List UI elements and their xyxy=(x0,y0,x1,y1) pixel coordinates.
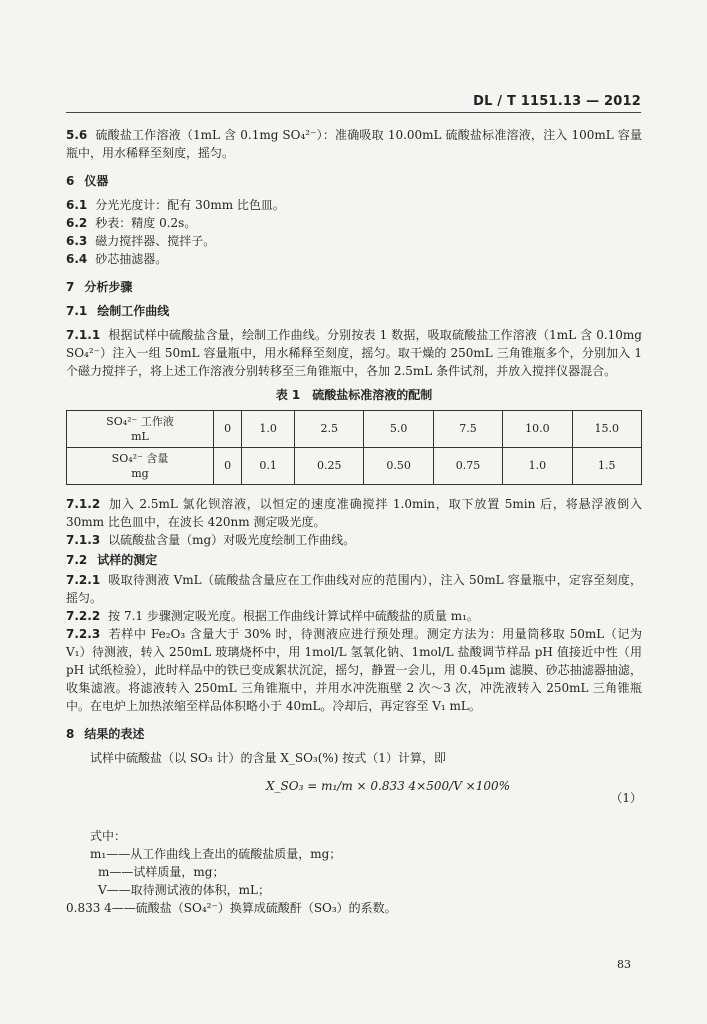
table-cell: 2.5 xyxy=(295,411,364,448)
para-7-2-1 xyxy=(66,571,642,607)
table-cell: 0.1 xyxy=(242,448,295,485)
item-text: 砂芯抽滤器。 xyxy=(95,252,168,266)
para-number: 7.1.2 xyxy=(66,497,101,511)
definition-m1: m₁——从工作曲线上查出的硫酸盐质量，mg； xyxy=(90,847,342,861)
para-number: 7.2.2 xyxy=(66,609,101,623)
formula-expression: X_SO₃ = m₁/m × 0.833 4×500/V ×100% xyxy=(266,779,511,793)
para-5-6-number: 5.6 xyxy=(66,128,88,142)
table-cell: 0 xyxy=(214,411,242,448)
formula-1 xyxy=(66,769,642,823)
section-8-heading xyxy=(66,725,642,743)
definition-coefficient: 0.833 4——硫酸盐（SO₄²⁻）换算成硫酸酐（SO₃）的系数。 xyxy=(66,901,397,915)
item-text: 分光光度计：配有 30mm 比色皿。 xyxy=(95,198,285,212)
para-number: 7.1.1 xyxy=(66,328,101,342)
para-text: 加入 2.5mL 氯化钡溶液，以恒定的速度准确搅拌 1.0min，取下放置 5min 后，将悬浮液倒入 30mm 比色皿中，在波长 420nm 测定吸光度。 xyxy=(66,497,642,529)
variable-definitions xyxy=(66,845,642,917)
para-5-6-text: 硫酸盐工作溶液（1mL 含 0.1mg SO₄²⁻）：准确吸取 10.00mL 硫酸盐标准溶液，注入 100mL 容量瓶中，用水稀释至刻度，摇匀。 xyxy=(66,128,642,160)
doc-header: DL / T 1151.13 — 2012 xyxy=(473,94,641,109)
section-6-title: 仪器 xyxy=(84,174,109,188)
item-number: 6.4 xyxy=(66,252,88,266)
section-7-heading xyxy=(66,278,642,296)
row-header-volume xyxy=(67,411,214,448)
section-8-number: 8 xyxy=(66,727,75,741)
para-7-1-1 xyxy=(66,326,642,380)
table-cell: 10.0 xyxy=(503,411,572,448)
row-label: SO₄²⁻ 含量 xyxy=(111,452,169,465)
section-6-number: 6 xyxy=(66,174,75,188)
table-cell: 1.0 xyxy=(503,448,572,485)
table-row xyxy=(67,448,642,485)
item-number: 6.1 xyxy=(66,198,88,212)
section-7-1-title: 绘制工作曲线 xyxy=(97,304,170,318)
section-7-number: 7 xyxy=(66,280,75,294)
table-cell: 1.0 xyxy=(242,411,295,448)
section-7-2-title: 试样的测定 xyxy=(97,553,158,567)
page-number: 83 xyxy=(617,958,631,971)
definition-m: m——试样质量，mg； xyxy=(98,865,225,879)
para-7-1-2 xyxy=(66,495,642,531)
table-row xyxy=(67,411,642,448)
item-text: 秒表：精度 0.2s。 xyxy=(95,216,197,230)
section-8-intro: 试样中硫酸盐（以 SO₃ 计）的含量 X_SO₃(%) 按式（1）计算，即 xyxy=(90,751,446,765)
header-rule xyxy=(66,112,641,113)
item-6-3 xyxy=(66,232,642,250)
table-cell: 0.25 xyxy=(295,448,364,485)
section-6-heading xyxy=(66,172,642,190)
table-cell: 0 xyxy=(214,448,242,485)
section-8-title: 结果的表述 xyxy=(84,727,145,741)
item-6-4 xyxy=(66,250,642,268)
table-cell: 5.0 xyxy=(364,411,433,448)
para-number: 7.2.1 xyxy=(66,573,101,587)
formula-number: （1） xyxy=(610,791,642,805)
where-label: 式中： xyxy=(90,829,127,843)
section-7-2-number: 7.2 xyxy=(66,553,88,567)
para-7-2-2 xyxy=(66,607,642,625)
table-cell: 1.5 xyxy=(572,448,641,485)
section-7-2-heading xyxy=(66,551,642,569)
row-unit: mL xyxy=(131,430,149,443)
table-cell: 15.0 xyxy=(572,411,641,448)
definition-v: V——取待测试液的体积，mL； xyxy=(98,883,271,897)
table-cell: 7.5 xyxy=(433,411,502,448)
para-5-6 xyxy=(66,126,642,162)
para-number: 7.1.3 xyxy=(66,533,101,547)
item-6-2 xyxy=(66,214,642,232)
item-text: 磁力搅拌器、搅拌子。 xyxy=(95,234,216,248)
para-text: 若样中 Fe₂O₃ 含量大于 30% 时，待测液应进行预处理。测定方法为：用量筒移取 50mL（记为 V₁）待测液，转入 250mL 玻璃烧杯中，用 1mol/L 氢氧化钠、1mol/L 盐酸调节样品 pH 值接近中性（用 pH 试纸检验），此时样品中的铁已变成絮状沉淀，摇匀，静置一会儿，用 0.45μm 滤膜、砂芯抽滤器抽滤，收集滤液。将滤液转入 250mL 三角锥瓶中，并用水冲洗瓶壁 2 次～3 次，冲洗液转入 250mL 三角锥瓶中。在电炉上加热浓缩至样品体积略小于 40mL。冷却后，再定容至 V₁ mL。 xyxy=(66,627,642,713)
page-body xyxy=(66,126,642,917)
item-number: 6.3 xyxy=(66,234,88,248)
row-header-content xyxy=(67,448,214,485)
section-7-1-number: 7.1 xyxy=(66,304,88,318)
para-text: 以硫酸盐含量（mg）对吸光度绘制工作曲线。 xyxy=(108,533,356,547)
para-text: 根据试样中硫酸盐含量，绘制工作曲线。分别按表 1 数据，吸取硫酸盐工作溶液（1mL 含 0.10mg SO₄²⁻）注入一组 50mL 容量瓶中，用水稀释至刻度，摇匀。取干燥的 250mL 三角锥瓶多个，分别加入 1 个磁力搅拌子，将上述工作溶液分别转移至三角锥瓶中，各加 2.5mL 条件试剂，并放入搅拌仪器混合。 xyxy=(66,328,642,378)
item-6-1 xyxy=(66,196,642,214)
table-caption: 表 1 硫酸盐标准溶液的配制 xyxy=(275,388,433,402)
sulfate-standard-table xyxy=(66,410,642,485)
row-unit: mg xyxy=(131,467,149,480)
table-cell: 0.75 xyxy=(433,448,502,485)
row-label: SO₄²⁻ 工作液 xyxy=(106,415,174,428)
para-text: 按 7.1 步骤测定吸光度。根据工作曲线计算试样中硫酸盐的质量 m₁。 xyxy=(108,609,479,623)
section-7-title: 分析步骤 xyxy=(84,280,133,294)
section-7-1-heading xyxy=(66,302,642,320)
table-cell: 0.50 xyxy=(364,448,433,485)
para-text: 吸取待测液 VmL（硫酸盐含量应在工作曲线对应的范围内），注入 50mL 容量瓶中，定容至刻度，摇匀。 xyxy=(66,573,642,605)
para-7-2-3 xyxy=(66,625,642,715)
para-number: 7.2.3 xyxy=(66,627,101,641)
item-number: 6.2 xyxy=(66,216,88,230)
para-7-1-3 xyxy=(66,531,642,549)
